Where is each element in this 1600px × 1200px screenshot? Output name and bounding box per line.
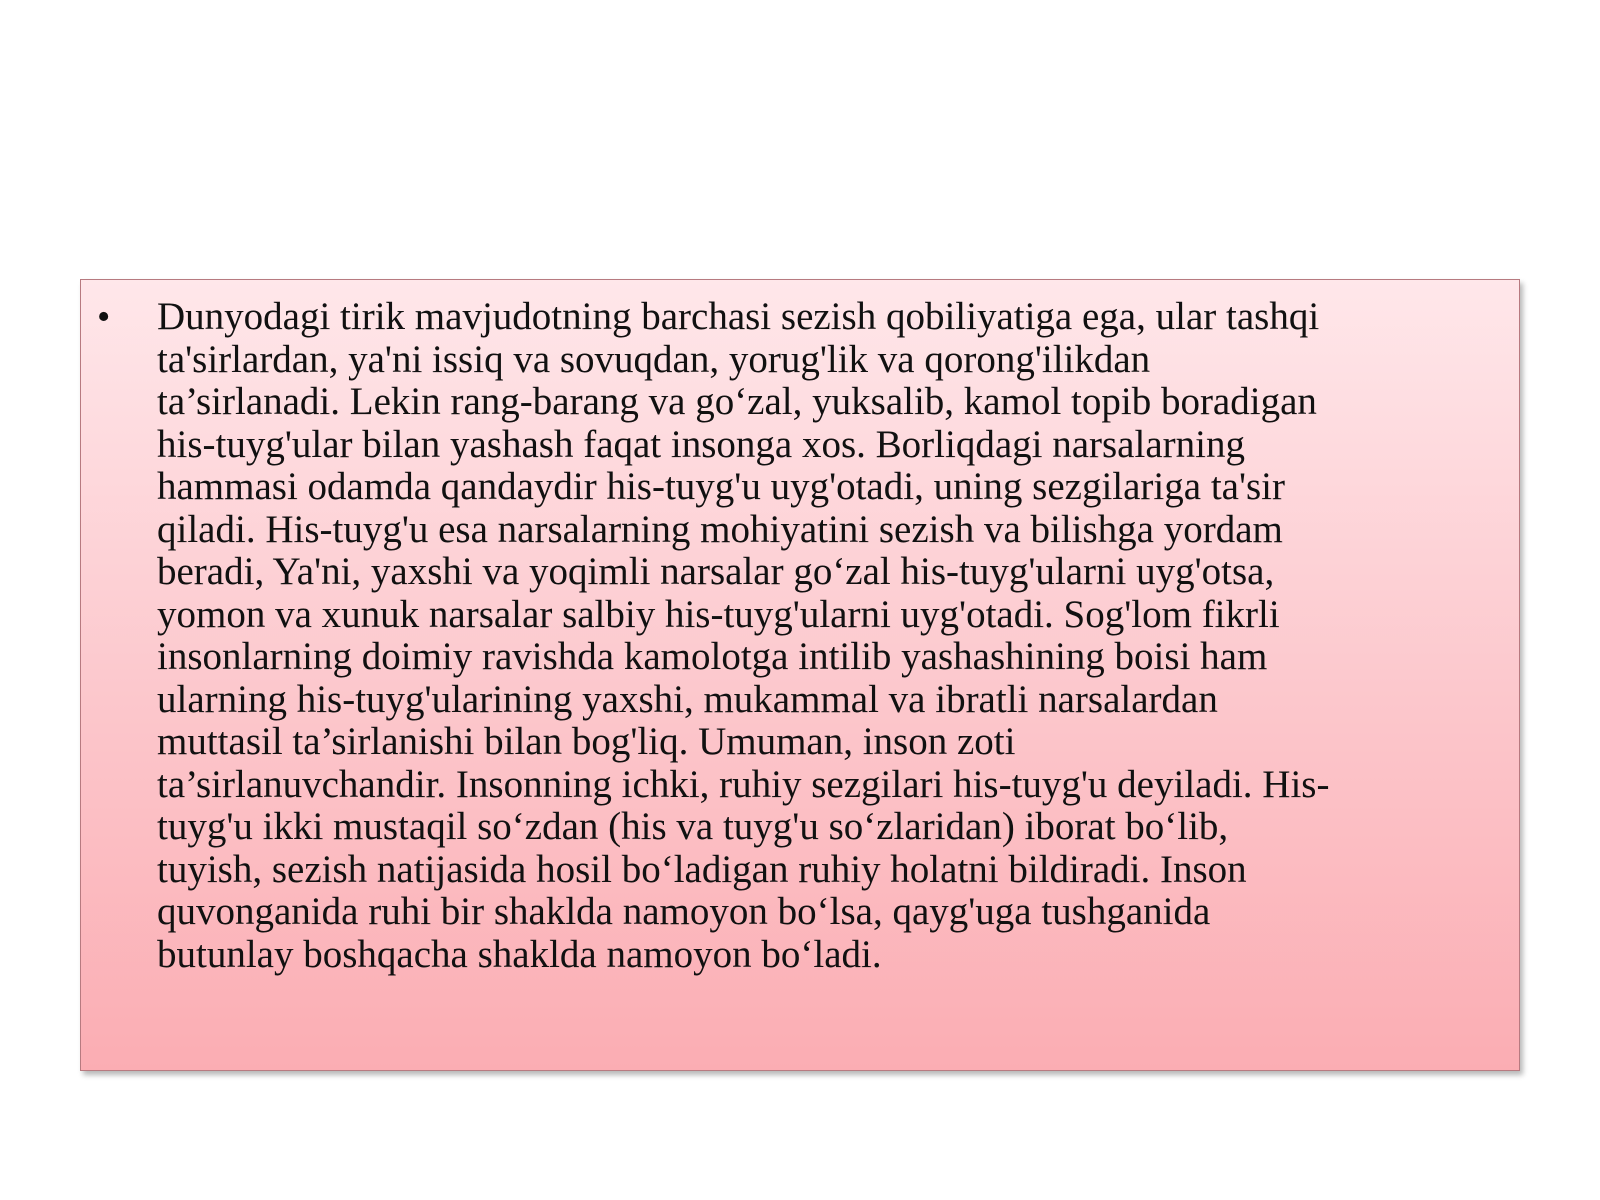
bullet-marker: •	[97, 296, 111, 338]
text-box	[80, 279, 1520, 1071]
paragraph-line: hammasi odamda qandaydir his-tuyg'u uyg'otadi, uning sezgilariga ta'sir	[157, 465, 1285, 508]
paragraph-line: yomon va xunuk narsalar salbiy his-tuyg'ularni uyg'otadi. Sog'lom fikrli	[157, 592, 1280, 636]
paragraph-line: tuyg'u ikki mustaqil so‘zdan (his va tuyg'u so‘zlaridan) iborat bo‘lib,	[157, 805, 1229, 848]
paragraph-line: Dunyodagi tirik mavjudotning barchasi sezish qobiliyatiga ega, ular tashqi	[157, 295, 1320, 338]
paragraph-line: ta'sirlardan, ya'ni issiq va sovuqdan, yorug'lik va qorong'ilikdan	[157, 337, 1151, 381]
paragraph-line: insonlarning doimiy ravishda kamolotga intilib yashashining boisi ham	[157, 635, 1268, 678]
paragraph-line: ta’sirlanadi. Lekin rang-barang va go‘zal, yuksalib, kamol topib boradigan	[157, 380, 1317, 423]
paragraph-line: quvonganida ruhi bir shaklda namoyon bo‘lsa, qayg'uga tushganida	[157, 890, 1211, 933]
paragraph-line: tuyish, sezish natijasida hosil bo‘ladigan ruhiy holatni bildiradi. Inson	[157, 847, 1247, 891]
paragraph-line: ta’sirlanuvchandir. Insonning ichki, ruhiy sezgilari his-tuyg'u deyiladi. His-	[157, 762, 1330, 806]
body-paragraph	[157, 296, 1495, 976]
paragraph-line: his-tuyg'ular bilan yashash faqat insonga xos. Borliqdagi narsalarning	[157, 422, 1245, 466]
paragraph-line: ularning his-tuyg'ularining yaxshi, mukammal va ibratli narsalardan	[157, 677, 1218, 721]
paragraph-line: butunlay boshqacha shaklda namoyon bo‘ladi.	[157, 932, 882, 976]
bullet-list-item	[95, 296, 1495, 976]
paragraph-line: muttasil ta’sirlanishi bilan bog'liq. Umuman, inson zoti	[157, 720, 1016, 763]
paragraph-line: qiladi. His-tuyg'u esa narsalarning mohiyatini sezish va bilishga yordam	[157, 507, 1283, 551]
paragraph-line: beradi, Ya'ni, yaxshi va yoqimli narsalar go‘zal his-tuyg'ularni uyg'otsa,	[157, 550, 1275, 593]
